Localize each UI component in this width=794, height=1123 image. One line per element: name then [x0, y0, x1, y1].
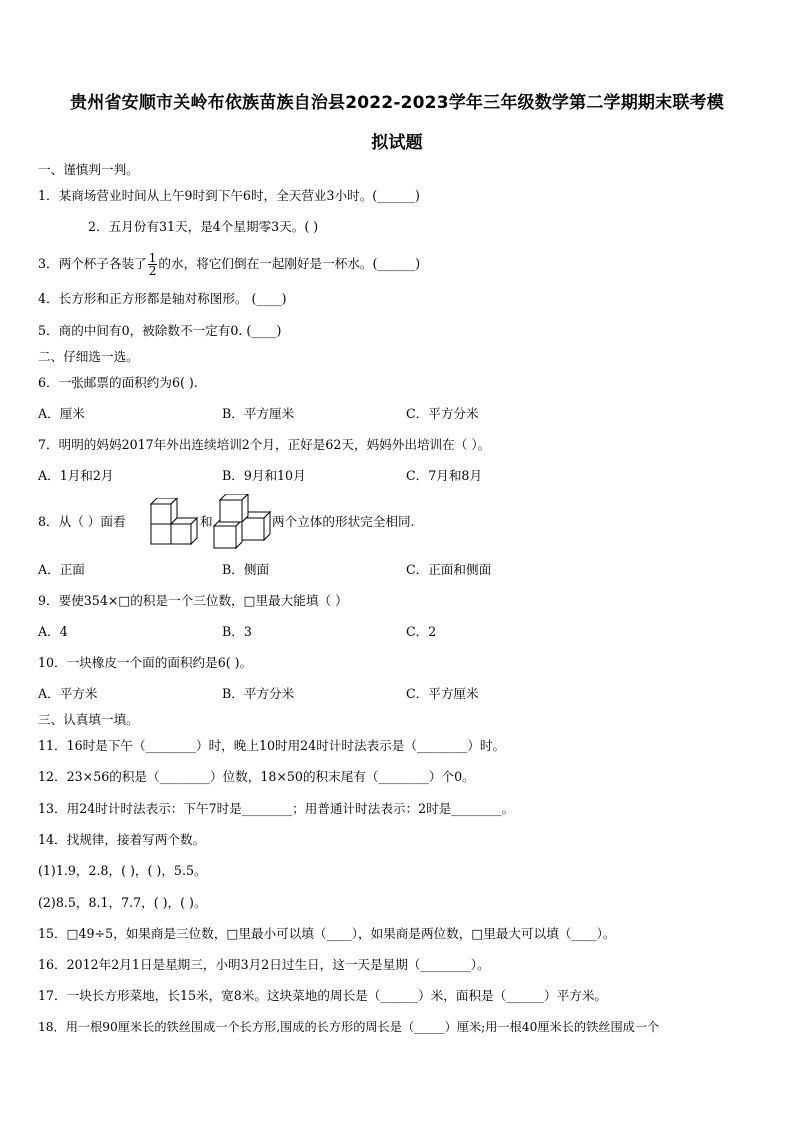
question-7: 7．明明的妈妈2017年外出连续培训2个月，正好是62天，妈妈外出培训在（ ）。: [38, 437, 491, 452]
question-11: 11．16时是下午（________）时，晚上10时用24时计时法表示是（________）时。: [38, 738, 506, 753]
question-10-option-b: B．平方分米: [222, 686, 295, 701]
question-3-text-before: 3．两个杯子各装了: [38, 256, 147, 271]
question-8-option-c: C．正面和侧面: [406, 562, 492, 577]
question-8-text-part-3: 两个立体的形状完全相同.: [272, 514, 415, 529]
question-5: 5．商的中间有0，被除数不一定有0. (____): [38, 323, 282, 338]
question-10-option-a: A．平方米: [38, 686, 98, 701]
question-1: 1．某商场营业时间从上午9时到下午6时，全天营业3小时。(______): [38, 188, 420, 203]
question-7-option-a: A．1月和2月: [38, 468, 114, 483]
document-title-line-1: 贵州省安顺市关岭布依族苗族自治县2022-2023学年三年级数学第二学期期末联考模: [70, 93, 724, 113]
question-6-option-b: B．平方厘米: [222, 406, 295, 421]
question-8-option-a: A．正面: [38, 562, 85, 577]
question-7-option-c: C．7月和8月: [406, 468, 483, 483]
cube-figure-1: [150, 498, 200, 548]
question-17: 17．一块长方形菜地，长15米，宽8米。这块菜地的周长是（______）米，面积是（______）平方米。: [38, 988, 608, 1003]
question-14: 14．找规律，接着写两个数。: [38, 832, 206, 847]
question-12: 12．23×56的积是（________）位数，18×50的积末尾有（________）个0。: [38, 769, 475, 784]
question-6: 6．一张邮票的面积约为6( ).: [38, 375, 198, 390]
question-9-option-a: A．4: [38, 624, 68, 639]
question-2: 2．五月份有31天，是4个星期零3天。( ): [88, 219, 319, 234]
section-heading-choose: 二、仔细选一选。: [38, 349, 139, 364]
section-heading-judge: 一、谨慎判一判。: [38, 162, 139, 177]
question-10: 10．一块橡皮一个面的面积约是6( )。: [38, 655, 253, 670]
question-16: 16．2012年2月1日是星期三，小明3月2日过生日，这一天是星期（________）。: [38, 957, 490, 972]
question-9-option-b: B．3: [222, 624, 252, 639]
question-13: 13．用24时计时法表示：下午7时是________；用普通计时法表示：2时是________。: [38, 801, 515, 816]
fraction-denominator: 2: [148, 264, 157, 278]
question-7-option-b: B．9月和10月: [222, 468, 306, 483]
question-8-option-b: B．侧面: [222, 562, 270, 577]
question-14-part-2: (2)8.5，8.1，7.7，( )，( )。: [38, 895, 207, 910]
question-10-option-c: C．平方厘米: [406, 686, 479, 701]
section-heading-fill: 三、认真填一填。: [38, 712, 139, 727]
question-3-text-after: 的水，将它们倒在一起刚好是一杯水。(______): [158, 256, 421, 271]
question-8-text-part-1: 8．从（ ）面看: [38, 514, 126, 529]
question-8-text-part-2: 和: [200, 514, 213, 529]
fraction-one-half: [148, 252, 158, 277]
question-6-option-a: A．厘米: [38, 406, 85, 421]
question-14-part-1: (1)1.9，2.8，( )，( )，5.5。: [38, 863, 207, 878]
question-15: 15．□49÷5，如果商是三位数，□里最小可以填（____），如果商是两位数，□里最大可以填（____）。: [38, 926, 616, 941]
question-3: [38, 250, 420, 278]
cube-figure-2: [213, 494, 273, 552]
document-title-line-2: 拟试题: [371, 133, 423, 153]
question-6-option-c: C．平方分米: [406, 406, 479, 421]
question-18: 18．用一根90厘米长的铁丝围成一个长方形,围成的长方形的周长是（_____）厘米;用一根40厘米长的铁丝围成一个: [38, 1020, 660, 1034]
question-4: 4．长方形和正方形都是轴对称图形。 (____): [38, 291, 287, 306]
question-9-option-c: C．2: [406, 624, 437, 639]
question-9: 9．要使354×□的积是一个三位数，□里最大能填（ ）: [38, 593, 348, 608]
fraction-numerator: 1: [148, 251, 157, 265]
